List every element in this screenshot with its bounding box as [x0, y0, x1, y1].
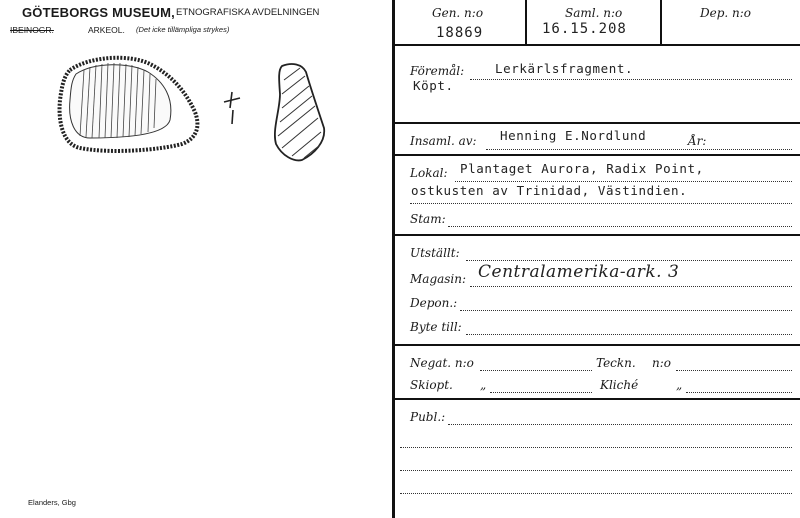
skiopt-line	[490, 392, 592, 393]
insaml-line	[486, 149, 792, 150]
magasin-value: Centralamerika-ark. 3	[478, 262, 680, 282]
stam-label: Stam:	[410, 212, 446, 226]
utstallt-label: Utställt:	[410, 246, 460, 260]
dep-no-label: Dep. n:o	[700, 6, 752, 20]
lokal-line-1	[455, 181, 792, 182]
lokal-value-2: ostkusten av Trinidad, Västindien.	[411, 183, 688, 198]
section-rule-2	[395, 154, 800, 156]
teckn-no-label: n:o	[652, 356, 671, 370]
struck-category: IBEINOGR.	[10, 25, 54, 35]
foremal-value: Lerkärlsfragment.	[495, 61, 634, 76]
skiopt-ditto: „	[480, 378, 487, 392]
gen-no-label: Gen. n:o	[432, 6, 484, 20]
lokal-label: Lokal:	[410, 166, 448, 180]
kliche-label: Kliché	[600, 378, 639, 392]
publ-line-1	[448, 424, 792, 425]
depon-line	[460, 310, 792, 311]
section-rule-3	[395, 234, 800, 236]
publ-line-3	[400, 470, 792, 471]
gen-no-value: 18869	[436, 25, 484, 41]
byte-till-line	[466, 334, 792, 335]
ar-label: År:	[688, 134, 707, 148]
insaml-value: Henning E.Nordlund	[500, 128, 647, 143]
negat-label: Negat. n:o	[410, 356, 474, 370]
stam-line	[448, 226, 792, 227]
byte-till-label: Byte till:	[410, 320, 462, 334]
negat-line	[480, 370, 592, 371]
teckn-line	[676, 370, 792, 371]
magasin-label: Magasin:	[410, 272, 467, 286]
kliche-line	[686, 392, 792, 393]
lokal-line-2	[410, 203, 792, 204]
section-rule-4	[395, 344, 800, 346]
teckn-label: Teckn.	[596, 356, 636, 370]
foremal-label: Föremål:	[410, 64, 465, 78]
foremal-value-2: Köpt.	[413, 78, 454, 93]
number-column-divider-2	[660, 0, 662, 44]
number-column-divider-1	[525, 0, 527, 44]
scale-mark-icon	[224, 92, 240, 124]
arkeol-category: ARKEOL.	[88, 25, 125, 35]
strike-instruction: (Det icke tillämpliga strykes)	[136, 25, 230, 34]
card-divider	[392, 0, 395, 518]
utstallt-line	[466, 260, 792, 261]
number-header-rule	[395, 44, 800, 46]
publ-label: Publ.:	[410, 410, 446, 424]
museum-name: GÖTEBORGS MUSEUM,	[22, 5, 175, 20]
foremal-line	[470, 79, 792, 80]
publ-line-4	[400, 493, 792, 494]
saml-no-value: 16.15.208	[542, 21, 627, 37]
insaml-label: Insaml. av:	[410, 134, 477, 148]
lokal-value-1: Plantaget Aurora, Radix Point,	[460, 161, 704, 176]
department-name: ETNOGRAFISKA AVDELNINGEN	[176, 7, 320, 18]
section-rule-1	[395, 122, 800, 124]
saml-no-label: Saml. n:o	[565, 6, 623, 20]
kliche-ditto: „	[676, 378, 683, 392]
printer-imprint: Elanders, Gbg	[28, 498, 76, 507]
section-rule-5	[395, 398, 800, 400]
publ-line-2	[400, 447, 792, 448]
depon-label: Depon.:	[410, 296, 458, 310]
magasin-line	[470, 286, 792, 287]
potsherd-sketch	[50, 50, 340, 170]
skiopt-label: Skiopt.	[410, 378, 453, 392]
